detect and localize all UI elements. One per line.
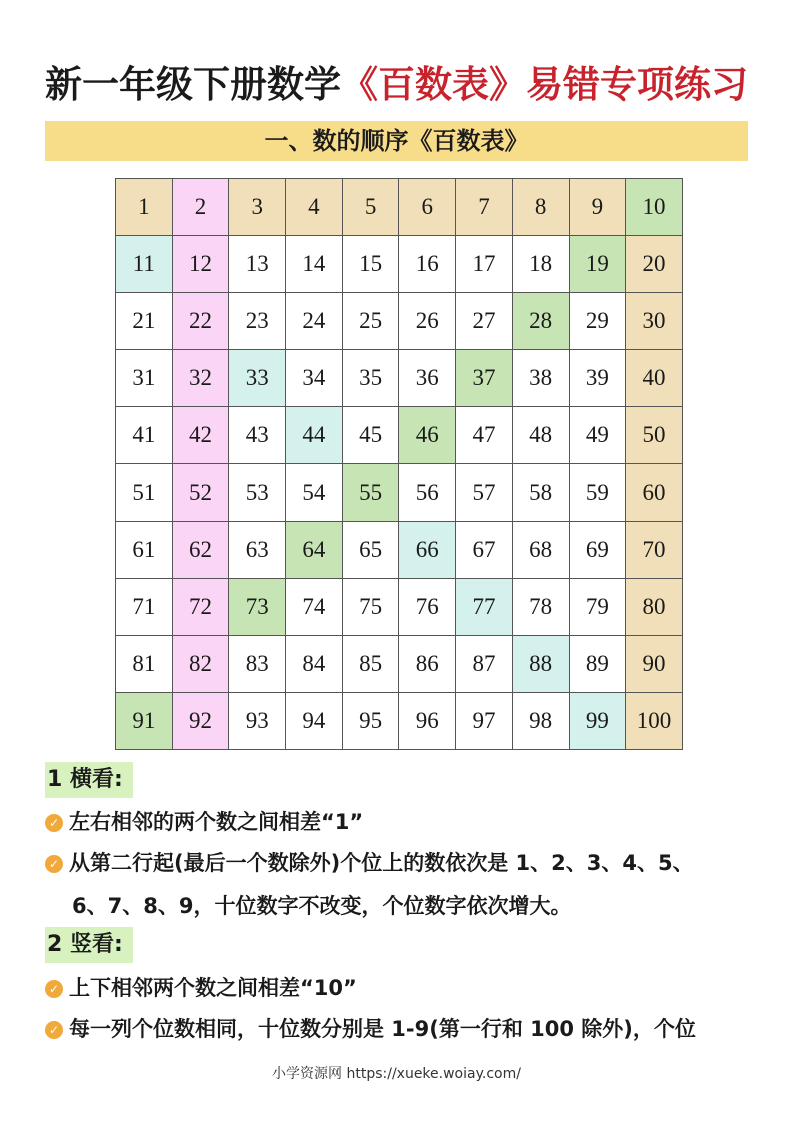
- chart-cell: 90: [626, 636, 683, 693]
- hundred-chart: [115, 178, 683, 750]
- vertical-point-1: [45, 972, 357, 1002]
- chart-cell: 19: [570, 236, 627, 293]
- chart-cell: 72: [173, 579, 230, 636]
- chart-cell: 21: [116, 293, 173, 350]
- chart-cell: 75: [343, 579, 400, 636]
- chart-cell: 93: [229, 693, 286, 750]
- chart-cell: 1: [116, 179, 173, 236]
- chart-cell: 78: [513, 579, 570, 636]
- chart-cell: 53: [229, 464, 286, 521]
- chart-cell: 11: [116, 236, 173, 293]
- chart-cell: 4: [286, 179, 343, 236]
- chart-cell: 86: [399, 636, 456, 693]
- chart-cell: 3: [229, 179, 286, 236]
- chart-cell: 29: [570, 293, 627, 350]
- chart-cell: 47: [456, 407, 513, 464]
- horizontal-point-1-text: 左右相邻的两个数之间相差“1”: [69, 810, 364, 834]
- vertical-point-2: [45, 1013, 696, 1043]
- chart-cell: 37: [456, 350, 513, 407]
- chart-cell: 30: [626, 293, 683, 350]
- chart-cell: 73: [229, 579, 286, 636]
- chart-cell: 56: [399, 464, 456, 521]
- horizontal-point-1: [45, 806, 363, 836]
- title-part3: 易错专项练习: [526, 63, 748, 106]
- chart-cell: 50: [626, 407, 683, 464]
- chart-cell: 69: [570, 522, 627, 579]
- chart-cell: 28: [513, 293, 570, 350]
- chart-cell: 57: [456, 464, 513, 521]
- chart-cell: 83: [229, 636, 286, 693]
- chart-cell: 38: [513, 350, 570, 407]
- chart-cell: 13: [229, 236, 286, 293]
- chart-cell: 82: [173, 636, 230, 693]
- chart-cell: 39: [570, 350, 627, 407]
- chart-cell: 62: [173, 522, 230, 579]
- chart-cell: 52: [173, 464, 230, 521]
- horizontal-heading: 1 横看:: [45, 762, 133, 798]
- chart-cell: 97: [456, 693, 513, 750]
- footer-source: 小学资源网 https://xueke.woiay.com/: [272, 1066, 521, 1082]
- chart-cell: 94: [286, 693, 343, 750]
- chart-cell: 100: [626, 693, 683, 750]
- chart-cell: 7: [456, 179, 513, 236]
- chart-cell: 58: [513, 464, 570, 521]
- chart-cell: 92: [173, 693, 230, 750]
- chart-cell: 33: [229, 350, 286, 407]
- chart-cell: 71: [116, 579, 173, 636]
- chart-cell: 40: [626, 350, 683, 407]
- chart-cell: 95: [343, 693, 400, 750]
- chart-cell: 81: [116, 636, 173, 693]
- chart-cell: 85: [343, 636, 400, 693]
- chart-cell: 31: [116, 350, 173, 407]
- chart-cell: 59: [570, 464, 627, 521]
- check-badge-icon: ✓: [45, 980, 63, 998]
- chart-cell: 20: [626, 236, 683, 293]
- chart-cell: 23: [229, 293, 286, 350]
- chart-cell: 34: [286, 350, 343, 407]
- chart-cell: 63: [229, 522, 286, 579]
- chart-cell: 84: [286, 636, 343, 693]
- chart-cell: 16: [399, 236, 456, 293]
- chart-cell: 45: [343, 407, 400, 464]
- chart-cell: 25: [343, 293, 400, 350]
- title-part1: 新一年级下册数学: [45, 63, 341, 106]
- title-part2: 《百数表》: [341, 63, 526, 106]
- chart-cell: 36: [399, 350, 456, 407]
- chart-cell: 51: [116, 464, 173, 521]
- chart-cell: 61: [116, 522, 173, 579]
- chart-cell: 77: [456, 579, 513, 636]
- chart-cell: 99: [570, 693, 627, 750]
- chart-cell: 79: [570, 579, 627, 636]
- chart-cell: 44: [286, 407, 343, 464]
- chart-cell: 10: [626, 179, 683, 236]
- vertical-point-2-text: 每一列个位数相同，十位数分别是 1-9(第一行和 100 除外)，个位: [69, 1017, 696, 1041]
- chart-cell: 60: [626, 464, 683, 521]
- page-title: [0, 54, 793, 108]
- chart-cell: 88: [513, 636, 570, 693]
- chart-cell: 35: [343, 350, 400, 407]
- chart-cell: 70: [626, 522, 683, 579]
- horizontal-point-2-continued: 6、7、8、9，十位数字不改变，个位数字依次增大。: [72, 894, 572, 918]
- chart-cell: 54: [286, 464, 343, 521]
- horizontal-point-2-text: 从第二行起(最后一个数除外)个位上的数依次是 1、2、3、4、5、: [69, 851, 694, 875]
- chart-cell: 91: [116, 693, 173, 750]
- chart-cell: 49: [570, 407, 627, 464]
- chart-cell: 46: [399, 407, 456, 464]
- check-badge-icon: ✓: [45, 1021, 63, 1039]
- chart-cell: 98: [513, 693, 570, 750]
- chart-cell: 65: [343, 522, 400, 579]
- chart-cell: 26: [399, 293, 456, 350]
- chart-cell: 27: [456, 293, 513, 350]
- chart-cell: 67: [456, 522, 513, 579]
- vertical-heading: 2 竖看:: [45, 927, 133, 963]
- chart-cell: 24: [286, 293, 343, 350]
- chart-cell: 15: [343, 236, 400, 293]
- chart-cell: 14: [286, 236, 343, 293]
- chart-cell: 68: [513, 522, 570, 579]
- horizontal-point-2: [45, 847, 694, 877]
- chart-cell: 41: [116, 407, 173, 464]
- chart-cell: 22: [173, 293, 230, 350]
- vertical-point-1-text: 上下相邻两个数之间相差“10”: [69, 976, 357, 1000]
- chart-cell: 80: [626, 579, 683, 636]
- chart-cell: 42: [173, 407, 230, 464]
- chart-cell: 55: [343, 464, 400, 521]
- chart-cell: 17: [456, 236, 513, 293]
- section-heading: 一、数的顺序《百数表》: [45, 121, 748, 161]
- chart-cell: 64: [286, 522, 343, 579]
- chart-cell: 9: [570, 179, 627, 236]
- chart-cell: 89: [570, 636, 627, 693]
- chart-cell: 8: [513, 179, 570, 236]
- chart-cell: 5: [343, 179, 400, 236]
- chart-cell: 2: [173, 179, 230, 236]
- chart-cell: 48: [513, 407, 570, 464]
- chart-cell: 66: [399, 522, 456, 579]
- check-badge-icon: ✓: [45, 814, 63, 832]
- check-badge-icon: ✓: [45, 855, 63, 873]
- chart-cell: 6: [399, 179, 456, 236]
- chart-cell: 76: [399, 579, 456, 636]
- chart-cell: 32: [173, 350, 230, 407]
- chart-cell: 96: [399, 693, 456, 750]
- chart-cell: 74: [286, 579, 343, 636]
- chart-cell: 87: [456, 636, 513, 693]
- chart-cell: 43: [229, 407, 286, 464]
- chart-cell: 18: [513, 236, 570, 293]
- chart-cell: 12: [173, 236, 230, 293]
